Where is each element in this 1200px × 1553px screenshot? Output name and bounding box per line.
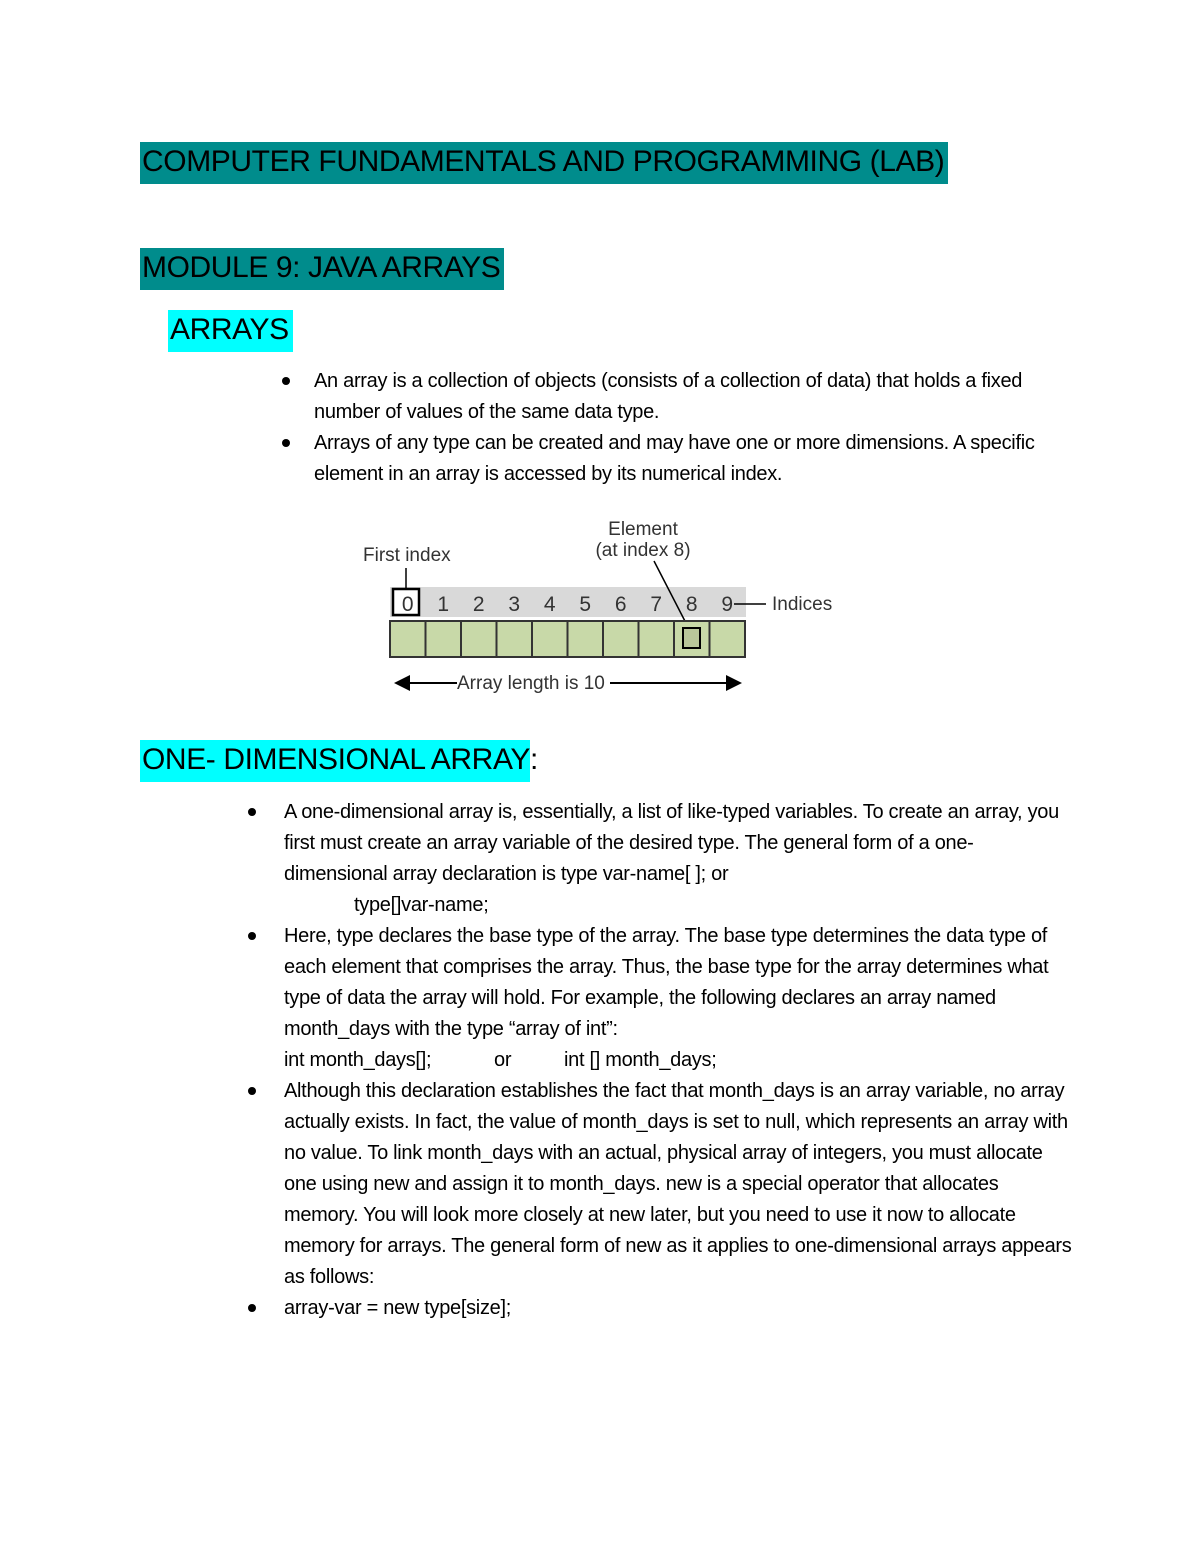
list-item [314, 366, 1064, 428]
arrays-bullet-list [314, 366, 1064, 490]
array-cell [390, 621, 426, 657]
bullet-icon [248, 1087, 256, 1095]
bullet-icon [248, 1304, 256, 1312]
list-item [284, 921, 1074, 1076]
bullet-text: An array is a collection of objects (consists of a collection of data) that holds a fixed number of values of the same data type. [314, 370, 1023, 423]
declaration-examples-line [284, 1045, 1074, 1076]
one-dim-heading [140, 740, 538, 782]
bullet-icon [282, 439, 290, 447]
one-dim-heading-colon: : [529, 743, 539, 776]
title-highlight: COMPUTER FUNDAMENTALS AND PROGRAMMING (LAB) [140, 142, 948, 184]
first-index-label: First index [363, 545, 451, 566]
index-label-1: 1 [437, 593, 450, 616]
index-label-0: 0 [401, 593, 414, 616]
bullet-text: Although this declaration establishes the fact that month_days is an array variable, no array actually exists. In fact, the value of month_days is set to null, which represents an array with no value. To link month_days with an actual, physical array of integers, you must allocate one using new and assign it to month_days. new is a special operator that allocates memory. You will look more closely at new later, but you need to use it now to allocate memory for arrays. The general form of new as it applies to one-dimensional arrays appears as follows: [284, 1080, 1072, 1288]
arrays-heading-text: ARRAYS [168, 310, 293, 352]
module-heading-text: MODULE 9: JAVA ARRAYS [140, 248, 504, 290]
element-label-line1: Element [608, 519, 678, 540]
element-at-index-8 [683, 628, 700, 648]
index-label-3: 3 [508, 593, 521, 616]
list-item [284, 797, 1074, 921]
declaration-example: type[]var-name; [354, 894, 489, 916]
index-label-2: 2 [472, 593, 485, 616]
bullet-icon [282, 377, 290, 385]
index-label-5: 5 [579, 593, 592, 616]
arrow-left-icon [394, 675, 410, 691]
element-label-line2: (at index 8) [595, 540, 691, 561]
index-label-7: 7 [650, 593, 663, 616]
bullet-text: A one-dimensional array is, essentially, a list of like-typed variables. To create an array, you first must create an array variable of the desired type. The general form of a one-dimensional array declaration is type var-name[ ]; or [284, 801, 1059, 885]
arrow-right-icon [726, 675, 742, 691]
bullet-text: array-var = new type[size]; [284, 1297, 511, 1319]
one-dim-bullet-list [284, 797, 1074, 1324]
index-label-8: 8 [685, 593, 698, 616]
array-cell [639, 621, 675, 657]
array-diagram [330, 508, 870, 708]
bullet-text: Arrays of any type can be created and may have one or more dimensions. A specific element in an array is accessed by its numerical index. [314, 432, 1035, 485]
indices-label: Indices [772, 594, 833, 615]
list-item [284, 1076, 1074, 1293]
list-item [284, 1293, 1074, 1324]
array-cell [568, 621, 604, 657]
array-diagram-svg [330, 508, 870, 708]
bullet-text: Here, type declares the base type of the array. The base type determines the data type of each element that comprises the array. Thus, the base type for the array determines what type of data the array will hold. For example, the following declares an array named month_days with the type “array of int”: [284, 925, 1049, 1040]
array-cell [603, 621, 639, 657]
index-label-6: 6 [614, 593, 627, 616]
one-dim-heading-text: ONE- DIMENSIONAL ARRAY [140, 740, 530, 782]
arrays-heading [168, 310, 293, 352]
index-label-4: 4 [543, 593, 556, 616]
array-cell [461, 621, 497, 657]
array-cell [710, 621, 746, 657]
array-cell [426, 621, 462, 657]
module-heading [140, 248, 504, 290]
array-length-label: Array length is 10 [457, 673, 605, 694]
bullet-icon [248, 932, 256, 940]
document-title [140, 142, 948, 184]
declaration-example-a: int month_days[]; [284, 1049, 432, 1071]
array-cell [532, 621, 568, 657]
index-label-9: 9 [721, 593, 734, 616]
array-cell [497, 621, 533, 657]
list-item [314, 428, 1064, 490]
bullet-icon [248, 808, 256, 816]
declaration-example-b: int [] month_days; [564, 1049, 717, 1071]
declaration-or: or [494, 1049, 512, 1071]
